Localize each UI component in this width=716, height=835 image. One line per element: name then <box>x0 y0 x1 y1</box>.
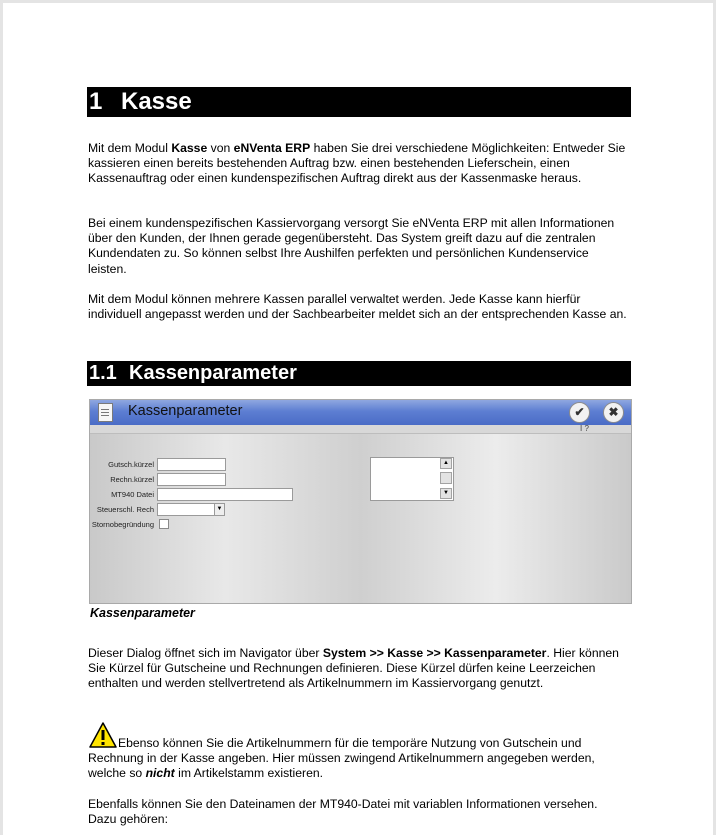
heading-title: Kassenparameter <box>129 362 297 384</box>
rechn-kuerzel-input[interactable] <box>157 473 226 486</box>
heading-number: 1.1 <box>89 362 117 384</box>
scroll-down-icon[interactable]: ▼ <box>440 488 452 499</box>
stornobegruendung-checkbox[interactable] <box>159 519 169 529</box>
rechn-kuerzel-label: Rechn.kürzel <box>110 475 154 484</box>
text: im Artikelstamm existieren. <box>174 766 324 781</box>
text: Ebenso können Sie die Artikelnummern für die temporäre Nutzung von Gutschein und Rechnung in der Kasse angeben. Hier müssen zwingend Artikelnummern angegeben werden, welche so <box>88 736 595 781</box>
figure-caption: Kassenparameter <box>90 606 195 620</box>
paragraph-warning <box>88 736 628 782</box>
document-icon <box>98 403 113 422</box>
navigation-path: System >> Kasse >> Kassenparameter <box>322 646 547 660</box>
paragraph-multiple-registers: Mit dem Modul können mehrere Kassen parallel verwaltet werden. Jede Kasse kann hierfür individuell angepasst werden und der Sachbearbeiter meldet sich an der entsprechenden Kasse an. <box>88 292 627 322</box>
dialog-titlebar <box>90 400 631 425</box>
check-icon[interactable]: ✔ <box>569 402 590 423</box>
dialog-toolbar-strip <box>90 425 631 434</box>
scroll-up-icon[interactable]: ▲ <box>440 458 452 469</box>
heading-section-1-1 <box>87 361 631 386</box>
toolbar-marks: I ? <box>580 424 589 433</box>
chevron-down-icon[interactable]: ▼ <box>214 504 224 515</box>
text: Dieser Dialog öffnet sich im Navigator über <box>88 646 323 660</box>
dialog-title: Kassenparameter <box>128 403 243 419</box>
page-border-top <box>0 0 716 3</box>
paragraph-mt940: Ebenfalls können Sie den Dateinamen der MT940-Datei mit variablen Informationen versehen. Dazu gehören: <box>88 797 598 827</box>
paragraph-customer: Bei einem kundenspezifischen Kassiervorgang versorgt Sie eNVenta ERP mit allen Informationen über den Kunden, der Ihnen gerade gegenübersteht. Das System greift dazu auf die zentralen Kundendaten zu. So können selbst Ihre Aushilfen perfekten und persönlichen Kundenservice leisten. <box>88 216 615 276</box>
gutsch-kuerzel-label: Gutsch.kürzel <box>108 460 154 469</box>
scrollbar-thumb[interactable] <box>440 472 452 484</box>
heading-number: 1 <box>89 88 103 115</box>
kassenparameter-dialog-screenshot <box>89 399 632 604</box>
mt940-datei-label: MT940 Datei <box>111 490 154 499</box>
stornobegruendung-label: Stornobegründung <box>91 520 154 529</box>
bold-text: Kasse <box>171 141 208 155</box>
heading-section-1 <box>87 87 631 117</box>
gutsch-kuerzel-input[interactable] <box>157 458 226 471</box>
text: von <box>207 141 234 155</box>
bold-text: eNVenta ERP <box>233 141 311 155</box>
text: . Hier können Sie Kürzel für Gutscheine und Rechnungen definieren. Diese Kürzel dürfen keine Leerzeichen enthalten und werden stellvertretend als Artikelnummern im Kassiervorgang genutzt. <box>88 646 619 691</box>
steuerschl-rech-select[interactable] <box>157 503 225 516</box>
page-border-left <box>0 0 3 835</box>
close-icon[interactable]: ✖ <box>603 402 624 423</box>
steuerschl-rech-label: Steuerschl. Rech <box>96 505 154 514</box>
mt940-datei-input[interactable] <box>157 488 293 501</box>
paragraph-intro <box>88 141 628 187</box>
text: Mit dem Modul <box>88 141 172 155</box>
text: haben Sie drei verschiedene Möglichkeiten: Entweder Sie kassieren einen bereits bestehenden Auftrag bzw. einen bestehenden Lieferschein, einen Kassenauftrag oder einen kundenspezifischen Auftrag direkt aus der Kassenmaske heraus. <box>88 141 626 186</box>
emphasis-text: nicht <box>145 766 175 781</box>
paragraph-dialog-description <box>88 646 628 692</box>
heading-title: Kasse <box>121 88 192 115</box>
